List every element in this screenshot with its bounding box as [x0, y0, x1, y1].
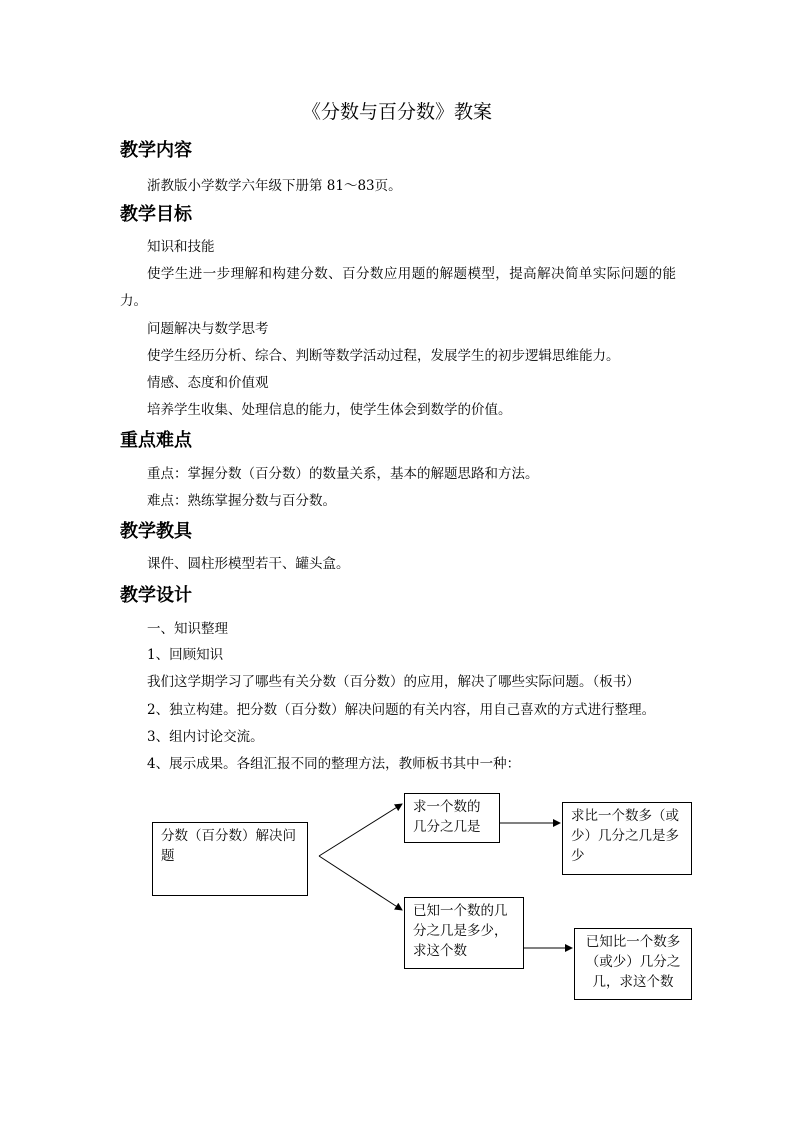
goal-knowledge-text: 使学生进一步理解和构建分数、百分数应用题的解题模型，提高解决简单实际问题的能力。: [120, 266, 676, 309]
difficult-point-text: 难点：熟练掌握分数与百分数。: [147, 493, 336, 509]
design-step-1-3: 3、组内讨论交流。: [147, 729, 264, 745]
goal-emotion-text: 培养学生收集、处理信息的能力，使学生体会到数学的价值。: [147, 402, 512, 418]
document-title: 《分数与百分数》教案: [301, 101, 492, 123]
diagram-root-box: 分数（百分数）解决问题: [152, 822, 308, 896]
heading-teaching-goals: 教学目标: [120, 204, 192, 225]
key-point-text: 重点：掌握分数（百分数）的数量关系，基本的解题思路和方法。: [147, 466, 539, 482]
design-step-1: 一、知识整理: [147, 621, 228, 637]
diagram-top-box: 求一个数的几分之几是: [404, 793, 500, 843]
diagram-top-child-box: 求比一个数多（或少）几分之几是多少: [562, 802, 692, 875]
design-step-1-2: 2、独立构建。把分数（百分数）解决问题的有关内容，用自己喜欢的方式进行整理。: [147, 702, 656, 718]
goal-knowledge-label: 知识和技能: [147, 239, 215, 255]
heading-teaching-design: 教学设计: [120, 585, 192, 606]
design-step-1-4: 4、展示成果。各组汇报不同的整理方法，教师板书其中一种：: [147, 756, 521, 772]
goal-problem-label: 问题解决与数学思考: [147, 321, 269, 337]
arrow-root-to-top: [319, 804, 402, 856]
goal-emotion-label: 情感、态度和价值观: [147, 375, 269, 391]
heading-key-points: 重点难点: [120, 430, 192, 451]
heading-teaching-tools: 教学教具: [120, 521, 192, 542]
goal-problem-text: 使学生经历分析、综合、判断等数学活动过程，发展学生的初步逻辑思维能力。: [147, 348, 620, 364]
heading-teaching-content: 教学内容: [120, 140, 192, 161]
design-step-1-1: 1、回顾知识: [147, 647, 224, 663]
teaching-tools-text: 课件、圆柱形模型若干、罐头盒。: [147, 556, 350, 572]
diagram-bottom-child-box: 已知比一个数多（或少）几分之几，求这个数: [574, 928, 692, 1000]
arrow-root-to-bottom: [319, 856, 402, 910]
diagram-bottom-box: 已知一个数的几分之几是多少，求这个数: [404, 897, 524, 969]
design-step-1-1-text: 我们这学期学习了哪些有关分数（百分数）的应用，解决了哪些实际问题。（板书）: [147, 674, 640, 690]
teaching-content-text: 浙教版小学数学六年级下册第 81～83页。: [147, 178, 402, 194]
